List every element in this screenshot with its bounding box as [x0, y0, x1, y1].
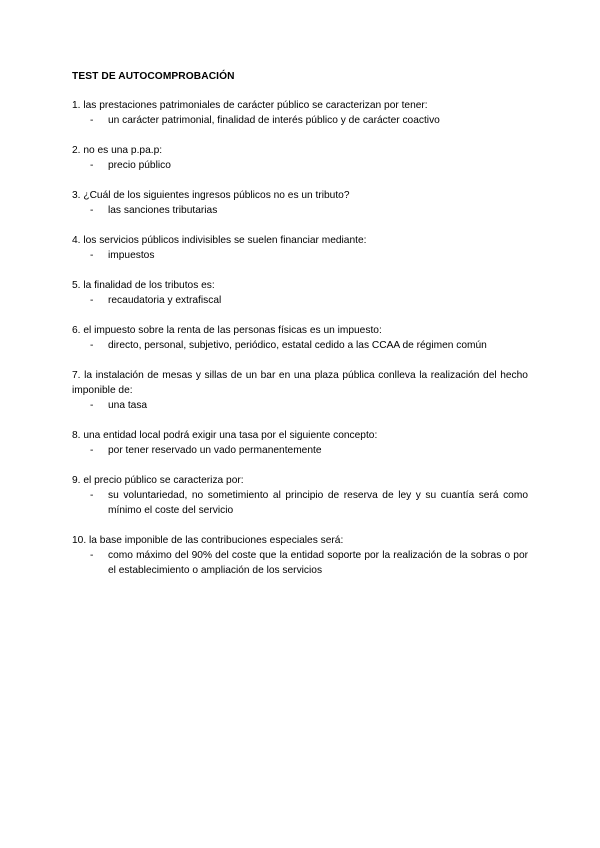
question-10	[72, 533, 528, 578]
question-prompt: las prestaciones patrimoniales de carácter público se caracterizan por tener:	[83, 100, 428, 111]
question-prompt: ¿Cuál de los siguientes ingresos públicos no es un tributo?	[83, 190, 350, 201]
question-text	[72, 143, 528, 158]
answer-item	[72, 548, 528, 578]
bullet-dash: -	[90, 205, 94, 216]
question-number: 4.	[72, 235, 81, 246]
answer-text: directo, personal, subjetivo, periódico, estatal cedido a las CCAA de régimen común	[108, 340, 487, 351]
answer-text: impuestos	[108, 250, 155, 261]
answer-text: precio público	[108, 160, 171, 171]
answer-item	[72, 293, 528, 308]
question-8	[72, 428, 528, 458]
bullet-dash: -	[90, 490, 94, 501]
question-number: 6.	[72, 325, 81, 336]
question-prompt: no es una p.pa.p:	[83, 145, 163, 156]
question-number: 8.	[72, 430, 81, 441]
answer-item	[72, 338, 528, 353]
question-4	[72, 233, 528, 263]
question-text	[72, 368, 528, 398]
question-text	[72, 473, 528, 488]
answer-item	[72, 248, 528, 263]
question-number: 5.	[72, 280, 81, 291]
question-1	[72, 98, 528, 128]
question-prompt: la base imponible de las contribuciones especiales será:	[89, 535, 344, 546]
bullet-dash: -	[90, 400, 94, 411]
answer-text: una tasa	[108, 400, 148, 411]
question-number: 10.	[72, 535, 87, 546]
question-3	[72, 188, 528, 218]
bullet-dash: -	[90, 295, 94, 306]
answer-text: por tener reservado un vado permanentemente	[108, 445, 322, 456]
answer-item	[72, 203, 528, 218]
question-prompt: el impuesto sobre la renta de las personas físicas es un impuesto:	[83, 325, 382, 336]
bullet-dash: -	[90, 445, 94, 456]
answer-text: recaudatoria y extrafiscal	[108, 295, 222, 306]
question-text	[72, 533, 528, 548]
bullet-dash: -	[90, 340, 94, 351]
question-number: 7.	[72, 370, 81, 381]
bullet-dash: -	[90, 250, 94, 261]
question-number: 3.	[72, 190, 81, 201]
answer-item	[72, 158, 528, 173]
question-6	[72, 323, 528, 353]
question-number: 1.	[72, 100, 81, 111]
answer-item	[72, 398, 528, 413]
bullet-dash: -	[90, 160, 94, 171]
question-2	[72, 143, 528, 173]
question-text	[72, 428, 528, 443]
question-text	[72, 188, 528, 203]
question-7	[72, 368, 528, 413]
answer-item	[72, 113, 528, 128]
question-number: 9.	[72, 475, 81, 486]
answer-text: como máximo del 90% del coste que la entidad soporte por la realización de la sobras o por el establecimiento o ampliación de los servicios	[108, 550, 528, 576]
document-title: TEST DE AUTOCOMPROBACIÓN	[72, 71, 235, 82]
question-prompt: la finalidad de los tributos es:	[83, 280, 215, 291]
bullet-dash: -	[90, 115, 94, 126]
document-page	[72, 70, 528, 593]
answer-item	[72, 488, 528, 518]
question-prompt: los servicios públicos indivisibles se suelen financiar mediante:	[83, 235, 367, 246]
question-text	[72, 278, 528, 293]
question-text	[72, 323, 528, 338]
answer-text: las sanciones tributarias	[108, 205, 218, 216]
answer-text: un carácter patrimonial, finalidad de interés público y de carácter coactivo	[108, 115, 440, 126]
question-prompt: una entidad local podrá exigir una tasa por el siguiente concepto:	[83, 430, 378, 441]
question-prompt: la instalación de mesas y sillas de un bar en una plaza pública conlleva la realización del hecho imponible de:	[72, 370, 528, 396]
bullet-dash: -	[90, 550, 94, 561]
answer-text: su voluntariedad, no sometimiento al principio de reserva de ley y su cuantía será como mínimo el coste del servicio	[108, 490, 528, 516]
answer-item	[72, 443, 528, 458]
question-text	[72, 233, 528, 248]
question-9	[72, 473, 528, 518]
question-prompt: el precio público se caracteriza por:	[83, 475, 244, 486]
question-5	[72, 278, 528, 308]
question-number: 2.	[72, 145, 81, 156]
question-text	[72, 98, 528, 113]
